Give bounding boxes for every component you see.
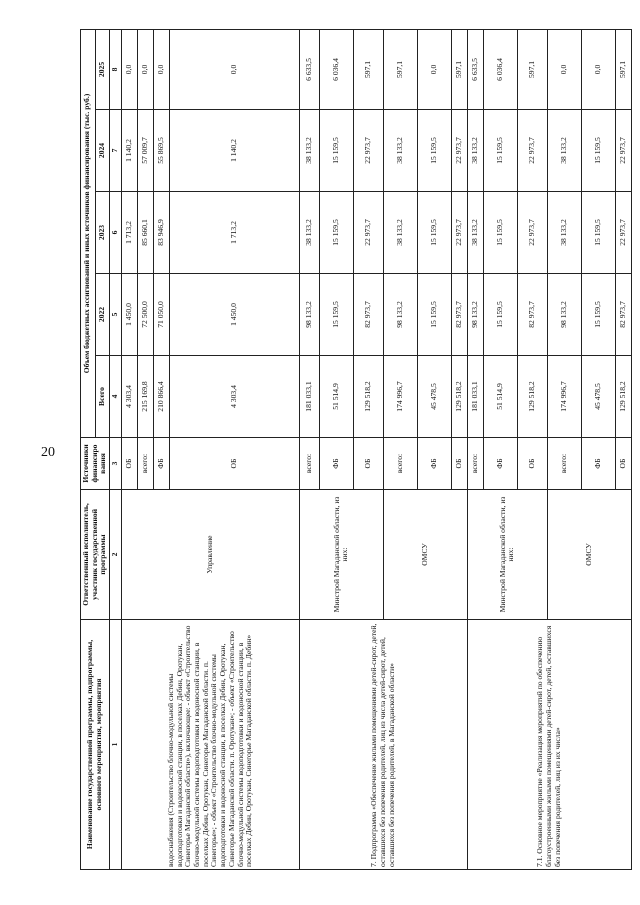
value-2023: 15 159,5 — [483, 192, 517, 274]
value-2023: 15 159,5 — [581, 192, 615, 274]
value-2025: 0,0 — [547, 29, 581, 109]
value-2023: 38 133,2 — [383, 192, 417, 274]
header-total: Всего — [95, 356, 110, 438]
table-row — [121, 29, 137, 869]
executor: ОМСУ — [547, 490, 631, 620]
value-2023: 15 159,5 — [417, 192, 451, 274]
value-2022: 82 973,7 — [451, 274, 467, 356]
value-2023: 83 946,9 — [153, 192, 169, 274]
value-2022: 98 133,2 — [467, 274, 483, 356]
value-2022: 82 973,7 — [353, 274, 383, 356]
value-2022: 15 159,5 — [319, 274, 353, 356]
col-index: 4 — [110, 356, 122, 438]
value-2023: 22 973,7 — [615, 192, 631, 274]
source: ФБ — [483, 438, 517, 490]
value-2023: 38 133,2 — [299, 192, 319, 274]
value-2022: 1 450,0 — [169, 274, 299, 356]
value-2023: 85 660,1 — [137, 192, 153, 274]
value-2025: 6 633,5 — [467, 29, 483, 109]
value-2025: 597,1 — [353, 29, 383, 109]
value-2022: 72 500,0 — [137, 274, 153, 356]
value-2024: 22 973,7 — [353, 110, 383, 192]
value-2024: 22 973,7 — [517, 110, 547, 192]
value-2023: 38 133,2 — [547, 192, 581, 274]
value-2025: 6 633,5 — [299, 29, 319, 109]
value-2024: 57 009,7 — [137, 110, 153, 192]
value-total: 181 033,1 — [299, 356, 319, 438]
value-total: 129 518,2 — [517, 356, 547, 438]
value-2024: 55 869,5 — [153, 110, 169, 192]
value-2022: 82 973,7 — [615, 274, 631, 356]
value-2025: 0,0 — [581, 29, 615, 109]
value-total: 4 303,4 — [121, 356, 137, 438]
value-total: 45 478,5 — [417, 356, 451, 438]
value-2024: 38 133,2 — [299, 110, 319, 192]
value-total: 174 996,7 — [547, 356, 581, 438]
value-2024: 38 133,2 — [467, 110, 483, 192]
value-2022: 15 159,5 — [581, 274, 615, 356]
value-total: 129 518,2 — [353, 356, 383, 438]
executor: Управление — [121, 490, 299, 620]
value-2022: 98 133,2 — [299, 274, 319, 356]
executor: Минстрой Магаданской области, из них: — [467, 490, 547, 620]
header-year: 2025 — [95, 29, 110, 109]
value-total: 51 514,9 — [319, 356, 353, 438]
source: всего: — [383, 438, 417, 490]
col-index: 2 — [110, 490, 122, 620]
header-year: 2023 — [95, 192, 110, 274]
col-index: 7 — [110, 110, 122, 192]
value-2022: 71 050,0 — [153, 274, 169, 356]
source: ФБ — [417, 438, 451, 490]
value-total: 51 514,9 — [483, 356, 517, 438]
value-2025: 6 036,4 — [483, 29, 517, 109]
value-2024: 15 159,5 — [319, 110, 353, 192]
source: всего: — [467, 438, 483, 490]
source: всего: — [137, 438, 153, 490]
subprogram-name: 7. Подпрограмма «Обеспечение жилыми помещениями детей-сирот, детей, оставшихся без попечения родителей, лиц из числа детей-сирот, детей, оставшихся без попечения родителей, в Магаданской области» — [299, 620, 467, 870]
col-index: 1 — [110, 620, 122, 870]
source: всего: — [547, 438, 581, 490]
page-number: 20 — [41, 445, 55, 460]
source: ФБ — [153, 438, 169, 490]
source: ФБ — [581, 438, 615, 490]
value-2024: 38 133,2 — [547, 110, 581, 192]
value-2023: 1 713,2 — [169, 192, 299, 274]
value-total: 181 033,1 — [467, 356, 483, 438]
value-2025: 6 036,4 — [319, 29, 353, 109]
value-2025: 0,0 — [417, 29, 451, 109]
value-2025: 0,0 — [153, 29, 169, 109]
value-2023: 22 973,7 — [353, 192, 383, 274]
header-name: Наименование государственной программы, подпрограммы, основного мероприятия, мероприятия — [81, 620, 110, 870]
main-activity-name: 7.1. Основное мероприятие «Реализация мероприятий по обеспечению благоустроенными жилыми помещениями детей-сирот, детей, оставшихся без попечения родителей, лиц из их числа» — [467, 620, 631, 870]
value-2023: 38 133,2 — [467, 192, 483, 274]
source: ОБ — [517, 438, 547, 490]
value-2023: 15 159,5 — [319, 192, 353, 274]
table-row — [299, 29, 319, 869]
value-total: 210 866,4 — [153, 356, 169, 438]
value-2022: 98 133,2 — [383, 274, 417, 356]
value-2025: 597,1 — [517, 29, 547, 109]
header-year: 2024 — [95, 110, 110, 192]
value-2025: 597,1 — [383, 29, 417, 109]
source: ОБ — [169, 438, 299, 490]
value-2024: 22 973,7 — [451, 110, 467, 192]
value-2024: 15 159,5 — [483, 110, 517, 192]
value-total: 4 303,4 — [169, 356, 299, 438]
source: ОБ — [615, 438, 631, 490]
header-source: Источники финансиро вания — [81, 438, 110, 490]
header-row-1 — [81, 29, 96, 869]
header-executor: Ответственный исполнитель, участник государственной программы — [81, 490, 110, 620]
header-year: 2022 — [95, 274, 110, 356]
value-2024: 1 140,2 — [121, 110, 137, 192]
value-total: 129 518,2 — [451, 356, 467, 438]
program-name: водоснабжения (Строительство блочно-модульной системы водоподготовки и водоносной станции, в поселках Дебин, Оротукан, Синегорье Магаданской области»), включающее: - объект «Строительство блочно-модульной системы водоподготовки и водоносной станции, в поселках Дебин, Оротукан, Синегорье Магаданской области. п. Синегорье»; - объект «Строительство блочно-модульной системы водоподготовки и водоносной станции, в поселках Дебин, Оротукан, Синегорье Магаданской области. п. Оротукан»; - объект «Строительство блочно-модульной системы водоподготовки и водоносной станции, в поселках Дебин, Оротукан, Синегорье Магаданской области. п. Дебин» — [121, 620, 299, 870]
source: всего: — [299, 438, 319, 490]
value-2024: 15 159,5 — [581, 110, 615, 192]
value-2023: 22 973,7 — [517, 192, 547, 274]
source: ОБ — [353, 438, 383, 490]
col-index: 6 — [110, 192, 122, 274]
value-2025: 0,0 — [121, 29, 137, 109]
value-2022: 15 159,5 — [483, 274, 517, 356]
value-2025: 0,0 — [137, 29, 153, 109]
table-row — [467, 29, 483, 869]
value-total: 174 996,7 — [383, 356, 417, 438]
value-total: 215 169,8 — [137, 356, 153, 438]
source: ОБ — [451, 438, 467, 490]
value-2022: 15 159,5 — [417, 274, 451, 356]
value-2024: 22 973,7 — [615, 110, 631, 192]
value-2024: 1 140,2 — [169, 110, 299, 192]
executor: Минстрой Магаданской области, из них: — [299, 490, 383, 620]
value-2025: 597,1 — [615, 29, 631, 109]
col-index: 5 — [110, 274, 122, 356]
value-total: 129 518,2 — [615, 356, 631, 438]
value-2022: 82 973,7 — [517, 274, 547, 356]
value-2023: 1 713,2 — [121, 192, 137, 274]
value-2022: 1 450,0 — [121, 274, 137, 356]
source: ФБ — [319, 438, 353, 490]
header-funding: Объем бюджетных ассигнований и иных источников финансирования (тыс. руб.) — [81, 29, 96, 437]
value-total: 45 478,5 — [581, 356, 615, 438]
value-2025: 0,0 — [169, 29, 299, 109]
executor: ОМСУ — [383, 490, 467, 620]
value-2025: 597,1 — [451, 29, 467, 109]
col-index: 8 — [110, 29, 122, 109]
value-2023: 22 973,7 — [451, 192, 467, 274]
value-2024: 15 159,5 — [417, 110, 451, 192]
col-index: 3 — [110, 438, 122, 490]
header-index-row — [110, 29, 122, 869]
source: ОБ — [121, 438, 137, 490]
value-2022: 98 133,2 — [547, 274, 581, 356]
budget-table — [80, 29, 632, 870]
value-2024: 38 133,2 — [383, 110, 417, 192]
rotated-table-container — [80, 30, 628, 870]
